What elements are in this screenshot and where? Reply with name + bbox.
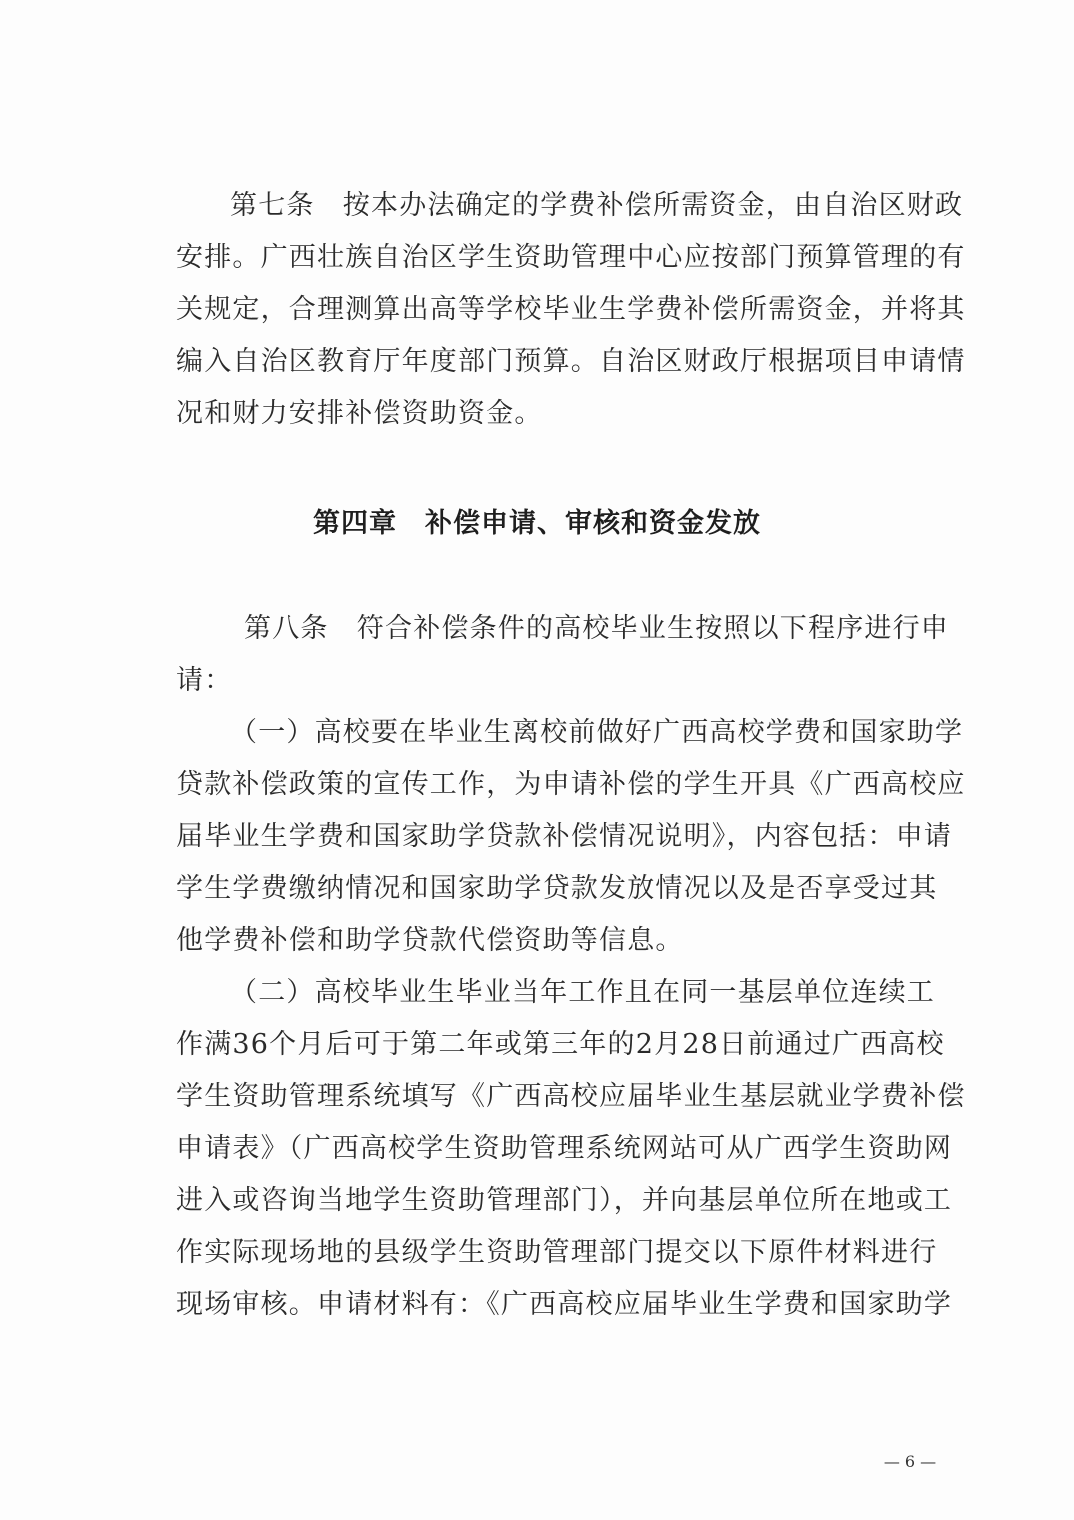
item-2-line-5: 进入或咨询当地学生资助管理部门），并向基层单位所在地或工	[176, 1185, 953, 1216]
article-7-line-3: 关规定，合理测算出高等学校毕业生学费补偿所需资金，并将其	[176, 294, 966, 325]
item-2-line-3: 学生资助管理系统填写《广西高校应届毕业生基层就业学费补偿	[176, 1081, 966, 1112]
item-1-line-5: 他学费补偿和助学贷款代偿资助等信息。	[176, 925, 684, 956]
item-2-line-6: 作实际现场地的县级学生资助管理部门提交以下原件材料进行	[176, 1237, 938, 1268]
item-1-line-3: 届毕业生学费和国家助学贷款补偿情况说明》，内容包括：申请	[176, 821, 953, 852]
item-2-line-4: 申请表》（广西高校学生资助管理系统网站可从广西学生资助网	[176, 1133, 953, 1164]
article-8-line-2: 请：	[176, 665, 233, 696]
item-1-line-1: （一）高校要在毕业生离校前做好广西高校学费和国家助学	[230, 717, 964, 748]
article-7-line-5: 况和财力安排补偿资助资金。	[176, 398, 543, 429]
chapter-4-heading: 第四章 补偿申请、审核和资金发放	[313, 508, 761, 539]
item-1-line-2: 贷款补偿政策的宣传工作，为申请补偿的学生开具《广西高校应	[176, 769, 966, 800]
item-2-line-1: （二）高校毕业生毕业当年工作且在同一基层单位连续工	[230, 977, 935, 1008]
article-7-line-1: 第七条 按本办法确定的学费补偿所需资金，由自治区财政	[230, 190, 964, 221]
article-7-line-2: 安排。广西壮族自治区学生资助管理中心应按部门预算管理的有	[176, 242, 966, 273]
article-8-line-1: 第八条 符合补偿条件的高校毕业生按照以下程序进行申	[244, 613, 949, 644]
article-7-line-4: 编入自治区教育厅年度部门预算。自治区财政厅根据项目申请情	[176, 346, 966, 377]
item-2-line-2: 作满36个月后可于第二年或第三年的2月28日前通过广西高校	[176, 1029, 945, 1060]
item-1-line-4: 学生学费缴纳情况和国家助学贷款发放情况以及是否享受过其	[176, 873, 938, 904]
item-2-line-7: 现场审核。申请材料有：《广西高校应届毕业生学费和国家助学	[176, 1289, 953, 1320]
page-number: — 6 —	[883, 1452, 937, 1471]
